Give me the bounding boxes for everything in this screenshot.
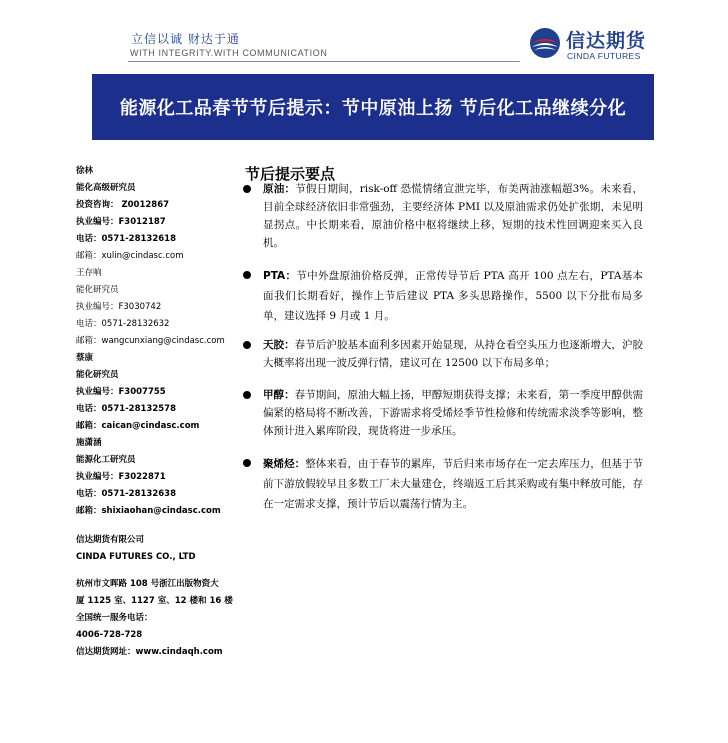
summary-item-polyolefin: [243, 454, 643, 514]
summary-item-methanol: [243, 386, 643, 440]
hotline-number: 4006-728-728: [76, 630, 143, 640]
logo-text-cn: 信达期货: [566, 30, 647, 52]
company-address-line-2: 厦 1125 室、1127 室、12 楼和 16 楼: [76, 596, 233, 606]
bullet-dot-icon: [243, 391, 251, 399]
author-role: 能化研究员: [76, 285, 119, 295]
item-text: 整体来看，由于春节的累库，节后归来市场存在一定去库压力，但基于节前下游放假较早且多数工厂未大量建仓，终端返工后其采购或有集中释放可能，存在一定需求支撑，预计节后以震荡行情为主。: [263, 458, 644, 510]
report-title: 能源化工品春节节后提示：节中原油上扬 节后化工品继续分化: [119, 98, 627, 119]
author-role: 能化研究员: [76, 370, 119, 380]
company-name-en: CINDA FUTURES CO., LTD: [76, 552, 196, 562]
summary-item-pta: [243, 266, 643, 326]
item-text: 节假日期间，risk-off 恐慌情绪宣泄完毕，布美两油涨幅超3%。未来看，目前全球经济依旧非常强劲，主要经济体 PMI 以及原油需求仍处扩张期，未见明显拐点。中长期来看，原油价格中枢将继续上移，短期的技术性回调迎来买入良机。: [263, 183, 643, 249]
company-website[interactable]: 信达期货网址：www.cindaqh.com: [76, 647, 223, 657]
company-address-line-1: 杭州市文晖路 108 号浙江出版物资大: [76, 579, 219, 589]
bullet-dot-icon: [243, 341, 251, 349]
spacer: [76, 520, 246, 532]
author-phone: 电话：0571-28132632: [76, 319, 170, 329]
author-name: 王存响: [76, 268, 102, 278]
header-slogan-en: WITH INTEGRITY.WITH COMMUNICATION: [130, 48, 328, 58]
author-cert: 投资咨询： Z0012867: [76, 200, 170, 210]
author-email[interactable]: 邮箱：xulin@cindasc.com: [76, 251, 184, 261]
author-email[interactable]: 邮箱：caican@cindasc.com: [76, 421, 200, 431]
item-text: 春节期间，原油大幅上扬，甲醇短期获得支撑；未来看，第一季度甲醇供需偏紧的格局将不断改善，下游需求将受烯烃季节性检修和传统需求淡季等影响，整体预计进入累库阶段，现货将进一步承压。: [263, 389, 643, 437]
item-label: 聚烯烃：: [263, 458, 306, 470]
author-license: 执业编号：F3012187: [76, 217, 166, 227]
hotline-label: 全国统一服务电话：: [76, 613, 153, 623]
author-name: 施潇涵: [76, 438, 102, 448]
summary-list: [243, 180, 643, 514]
author-role: 能化高级研究员: [76, 183, 136, 193]
bullet-dot-icon: [243, 459, 251, 467]
logo-text-en: CINDA FUTURES: [567, 51, 641, 61]
header-divider: [128, 61, 520, 62]
item-label: PTA：: [263, 270, 297, 282]
author-name: 蔡康: [76, 353, 94, 363]
title-banner: [92, 74, 654, 140]
summary-item-rubber: [243, 336, 643, 372]
header-slogan: 立信以诚 财达于通: [131, 32, 240, 46]
author-license: 执业编号：F3022871: [76, 472, 166, 482]
company-name-cn: 信达期货有限公司: [76, 535, 145, 545]
author-license: 执业编号：F3030742: [76, 302, 162, 312]
item-label: 原油：: [263, 183, 296, 195]
section-title: 节后提示要点: [245, 165, 336, 183]
spacer: [76, 566, 246, 576]
item-label: 甲醇：: [263, 389, 295, 401]
author-info-column: [76, 163, 246, 661]
cinda-logo: [528, 26, 658, 64]
author-license: 执业编号：F3007755: [76, 387, 166, 397]
author-name: 徐林: [76, 166, 94, 176]
author-email[interactable]: 邮箱：shixiaohan@cindasc.com: [76, 506, 221, 516]
author-phone: 电话：0571-28132638: [76, 489, 176, 499]
summary-item-crude-oil: [243, 180, 643, 252]
item-text: 春节后沪胶基本面利多因素开始显现，从持仓看空头压力也逐渐增大，沪胶大概率将出现一波反弹行情，建议可在 12500 以下布局多单；: [263, 339, 643, 369]
item-text: 节中外盘原油价格反弹，正常传导节后 PTA 高开 100 点左右，PTA基本面我们长期看好，操作上节后建议 PTA 多头思路操作，5500 以下分批布局多单，建议选择 9 月或 1 月。: [263, 270, 644, 322]
author-phone: 电话：0571-28132578: [76, 404, 176, 414]
author-role: 能源化工研究员: [76, 455, 136, 465]
item-label: 天胶：: [263, 339, 295, 351]
bullet-dot-icon: [243, 185, 251, 193]
cinda-logo-icon: [528, 26, 562, 60]
author-phone: 电话：0571-28132618: [76, 234, 176, 244]
author-email[interactable]: 邮箱：wangcunxiang@cindasc.com: [76, 336, 225, 346]
bullet-dot-icon: [243, 271, 251, 279]
